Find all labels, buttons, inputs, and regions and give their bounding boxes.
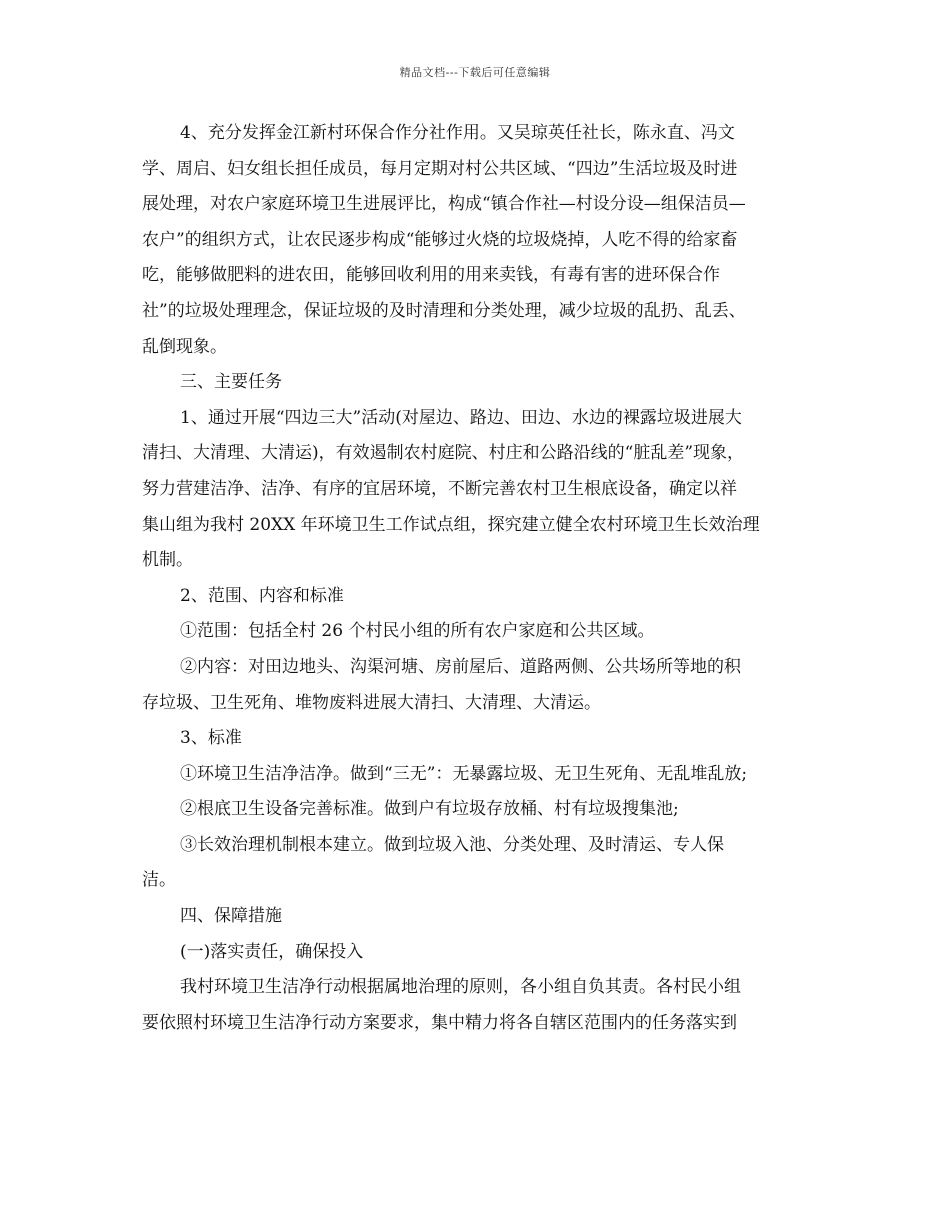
text-line: 清扫、大清理、大清运)，有效遏制农村庭院、村庄和公路沿线的“脏乱差”现象， xyxy=(142,443,745,464)
text-line: 机制。 xyxy=(142,550,193,571)
text-line: 社”的垃圾处理理念，保证垃圾的及时清理和分类处理，减少垃圾的乱扔、乱丢、 xyxy=(142,300,746,321)
text-line: 乱倒现象。 xyxy=(142,336,227,357)
text-line: 吃，能够做肥料的进农田，能够回收利用的用来卖钱，有毒有害的进环保合作 xyxy=(142,265,720,286)
text-line: 展处理，对农户家庭环境卫生进展评比，构成“镇合作社—村设分设—组保洁员— xyxy=(142,194,746,215)
text-line: 集山组为我村 20XX 年环境卫生工作试点组，探究建立健全农村环境卫生长效治理 xyxy=(142,514,760,535)
text-line: 洁。 xyxy=(142,870,176,891)
text-line: ①环境卫生洁净洁净。做到“三无”：无暴露垃圾、无卫生死角、无乱堆乱放; xyxy=(180,763,748,784)
text-line: ②内容：对田边地头、沟渠河塘、房前屋后、道路两侧、公共场所等地的积 xyxy=(180,656,741,677)
text-line: 4、充分发挥金江新村环保合作分社作用。又吴琼英任社长，陈永直、冯文 xyxy=(180,123,735,143)
text-line: 要依照村环境卫生洁净行动方案要求，集中精力将各自辖区范围内的任务落实到 xyxy=(142,1012,737,1033)
text-line: (一)落实责任，确保投入 xyxy=(180,941,364,962)
page-header: 精品文档---下载后可任意编辑 xyxy=(399,66,551,79)
text-line: 2、范围、内容和标准 xyxy=(180,585,344,606)
text-line: 农户”的组织方式，让农民逐步构成“能够过火烧的垃圾烧掉，人吃不得的给家畜 xyxy=(142,229,738,250)
text-line: ②根底卫生设备完善标准。做到户有垃圾存放桶、村有垃圾搜集池; xyxy=(180,799,679,820)
text-line: 四、保障措施 xyxy=(180,906,282,927)
text-line: 努力营建洁净、洁净、有序的宜居环境，不断完善农村卫生根底设备，确定以祥 xyxy=(142,478,737,499)
text-line: 3、标准 xyxy=(180,728,242,749)
text-line: 我村环境卫生洁净行动根据属地治理的原则，各小组自负其责。各村民小组 xyxy=(180,977,741,998)
text-line: ③长效治理机制根本建立。做到垃圾入池、分类处理、及时清运、专人保 xyxy=(180,834,724,855)
text-line: 三、主要任务 xyxy=(180,372,282,393)
body-text xyxy=(142,116,806,1041)
text-line: 学、周启、妇女组长担任成员，每月定期对村公共区域、“四边”生活垃圾及时进 xyxy=(142,158,738,179)
text-line: 存垃圾、卫生死角、堆物废料进展大清扫、大清理、大清运。 xyxy=(142,692,601,713)
text-line: 1、通过开展“四边三大”活动(对屋边、路边、田边、水边的裸露垃圾进展大 xyxy=(180,407,742,428)
text-line: ①范围：包括全村 26 个村民小组的所有农户家庭和公共区域。 xyxy=(180,621,655,642)
